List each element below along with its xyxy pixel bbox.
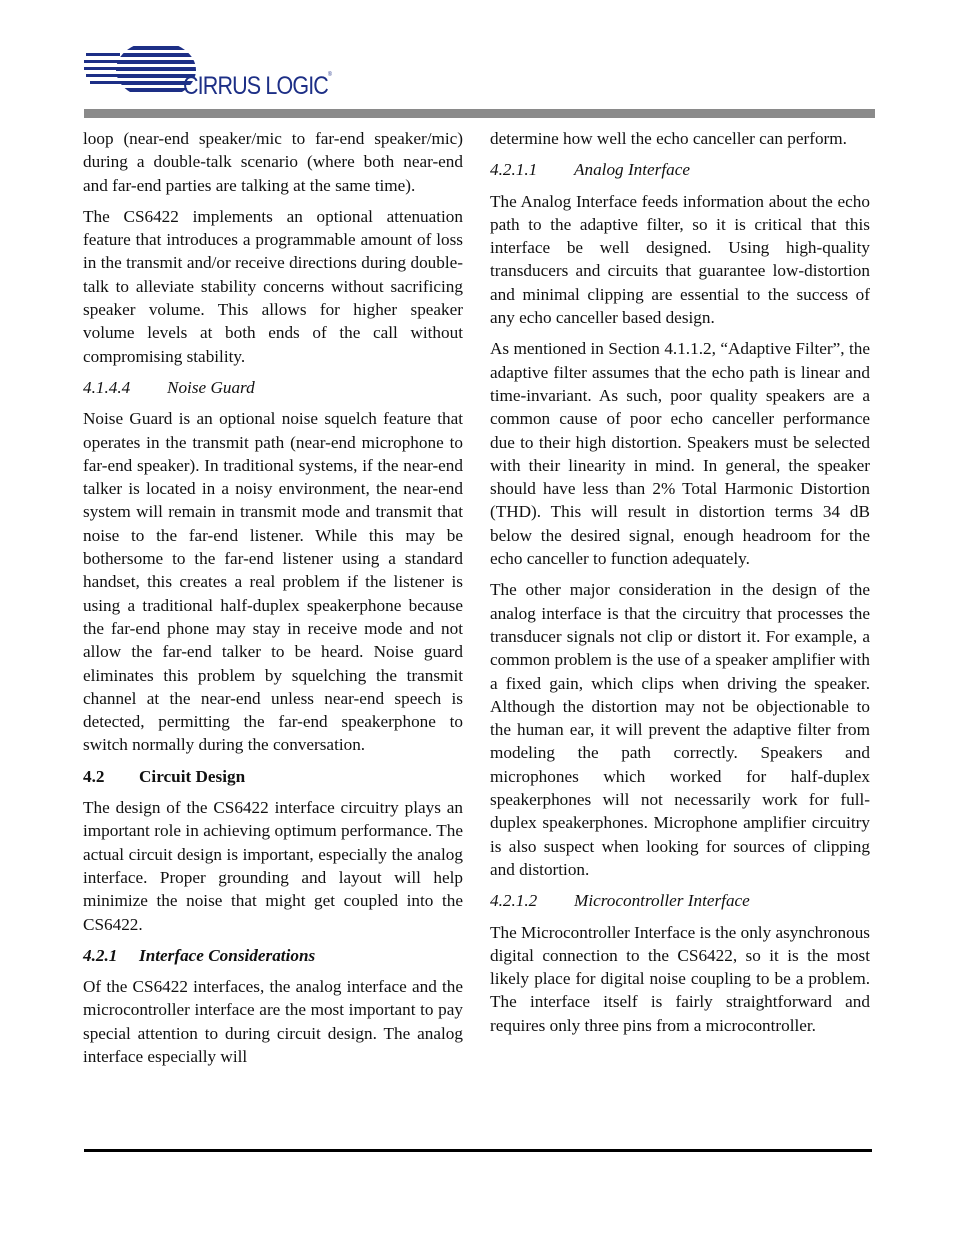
logo-text: CIRRUS LOGIC <box>183 72 328 100</box>
paragraph: The other major consideration in the design of the analog interface is that the circuitry that processes the transducer signals not clip or distort it. For example, a common problem is the use of a speaker amplifier with a fixed gain, which clips when driving the speaker. Although the distortion may not be objectionable to the human ear, it will prevent the adaptive filter from modeling the path correctly. Speakers and microphones which worked for half-duplex speakerphones will not necessarily work for full-duplex speakerphones. Microphone amplifier circuitry is also suspect when looking for sources of clipping and distortion. <box>490 580 870 879</box>
section-title: Noise Guard <box>167 377 255 397</box>
section-number: 4.1.4.4 <box>83 377 131 397</box>
section-title: Microcontroller Interface <box>574 891 750 911</box>
section-number: 4.2.1.2 <box>490 891 538 911</box>
header-rule <box>84 109 875 118</box>
paragraph: Noise Guard is an optional noise squelch feature that operates in the transmit path (near-end microphone to far-end speaker). In traditional systems, if the near-end talker is located in a noisy environment, the near-end system will remain in transmit mode and transmit that noise to the far-end listener. While this may be bothersome to the far-end listener using a standard handset, this creates a real problem if the listener is using a traditional half-duplex speakerphone because the far-end phone may stay in receive mode and not allow the far-end talker to be heard. Noise guard eliminates this problem by squelching the transmit channel at the near-end unless near-end speech is detected, permitting the far-end speakerphone to switch normally during the conversation. <box>83 409 463 755</box>
section-heading-4-1-4-4 <box>83 376 463 399</box>
paragraph: The Microcontroller Interface is the only asynchronous digital connection to the CS6422, so it is the most likely place for digital noise coupling to be a problem. The interface itself is fairly straightforward and requires only three pins from a microcontroller. <box>490 922 870 1035</box>
section-number: 4.2.1.1 <box>490 160 538 180</box>
paragraph: The Analog Interface feeds information about the echo path to the adaptive filter, so it is critical that this interface be well designed. Using high-quality transducers and circuits that guarantee low-distortion and minimal clipping are essential to the success of any echo canceller based design. <box>490 191 870 328</box>
section-number: 4.2.1 <box>83 945 118 965</box>
section-number: 4.2 <box>83 766 105 786</box>
section-title: Analog Interface <box>574 160 690 180</box>
paragraph: loop (near-end speaker/mic to far-end speaker/mic) during a double-talk scenario (where both near-end and far-end parties are talking at the same time). <box>83 129 463 195</box>
section-title: Interface Considerations <box>139 945 316 965</box>
section-heading-4-2-1 <box>83 944 463 967</box>
paragraph: determine how well the echo canceller can perform. <box>490 129 847 148</box>
logo-wordmark <box>183 72 331 101</box>
paragraph: The design of the CS6422 interface circuitry plays an important role in achieving optimum performance. The actual circuit design is important, especially the analog interface. Proper grounding and layout will help minimize the noise that might get coupled into the CS6422. <box>83 798 463 934</box>
section-heading-4-2 <box>83 765 463 788</box>
registered-mark: ® <box>327 72 331 78</box>
left-column <box>83 127 463 1076</box>
right-column <box>490 127 870 1045</box>
section-title: Circuit Design <box>139 766 246 786</box>
footer-rule <box>84 1149 872 1152</box>
paragraph: Of the CS6422 interfaces, the analog interface and the microcontroller interface are the most important to pay special attention to during circuit design. The analog interface especially will <box>83 977 463 1066</box>
section-heading-4-2-1-2 <box>490 889 870 912</box>
section-heading-4-2-1-1 <box>490 158 870 181</box>
paragraph: As mentioned in Section 4.1.1.2, “Adaptive Filter”, the adaptive filter assumes that the echo path is linear and time-invariant. As such, poor quality speakers are a common cause of poor echo canceller performance due to their high distortion. Speakers must be selected with their linearity in mind. In general, the speaker should have less than 2% Total Harmonic Distortion (THD). This will result in distortion terms 34 dB below the desired signal, enough headroom for the echo canceller to function adequately. <box>490 339 870 569</box>
paragraph: The CS6422 implements an optional attenuation feature that introduces a programmable amount of loss in the transmit and/or receive directions during double-talk to alleviate stability concerns without sacrificing speaker volume. This allows for higher speaker volume levels at both ends of the call without compromising stability. <box>83 206 463 366</box>
